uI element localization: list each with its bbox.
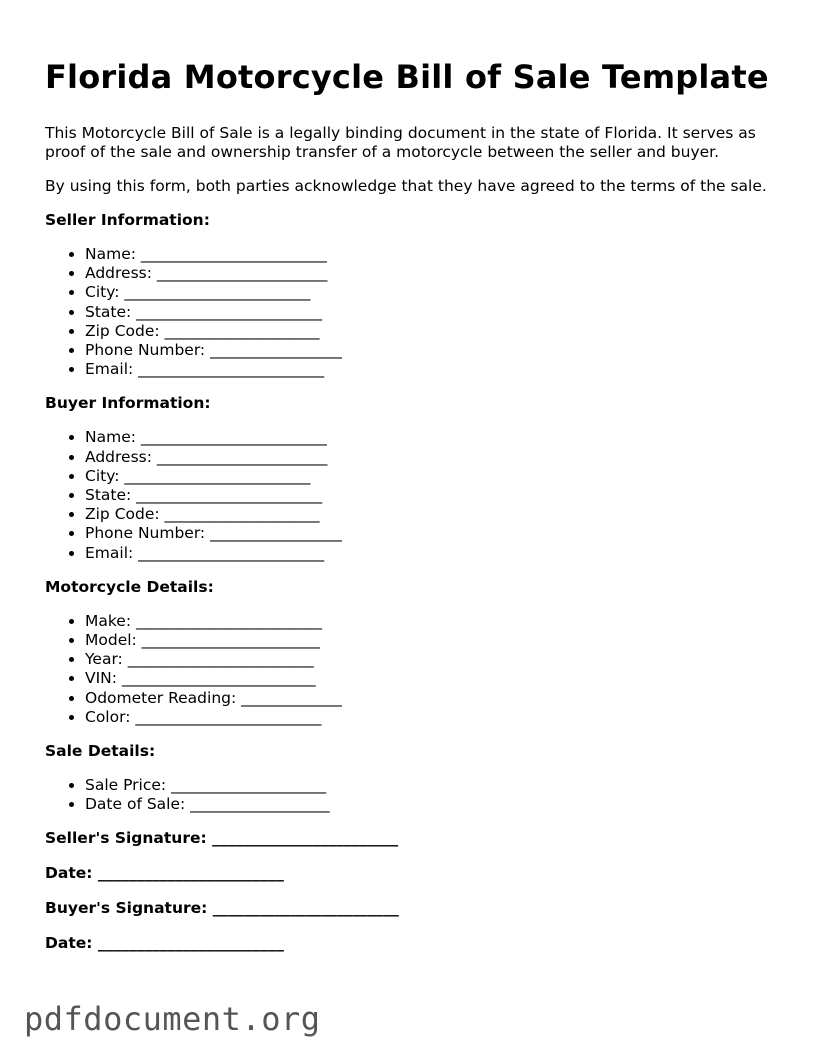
seller-phone-field: • Phone Number: _________________ (85, 341, 785, 360)
motorcycle-vin-field: • VIN: _________________________ (85, 669, 785, 688)
buyer-name-field: • Name: ________________________ (85, 428, 785, 447)
motorcycle-make-field: • Make: ________________________ (85, 612, 785, 631)
buyer-email-field: • Email: ________________________ (85, 544, 785, 563)
buyer-phone-field: • Phone Number: _________________ (85, 524, 785, 543)
watermark: pdfdocument.org (24, 1000, 321, 1038)
sale-field-list (45, 776, 785, 814)
motorcycle-heading: Motorcycle Details: (45, 577, 214, 596)
seller-city-field: • City: ________________________ (85, 283, 785, 302)
seller-name-field: • Name: ________________________ (85, 245, 785, 264)
buyer-city-field: • City: ________________________ (85, 467, 785, 486)
seller-address-field: • Address: ______________________ (85, 264, 785, 283)
buyer-state-field: • State: ________________________ (85, 486, 785, 505)
seller-signature-line: Seller's Signature: ________________________ (45, 829, 399, 848)
motorcycle-field-list (45, 612, 785, 727)
seller-zip-field: • Zip Code: ____________________ (85, 322, 785, 341)
seller-email-field: • Email: ________________________ (85, 360, 785, 379)
buyer-heading: Buyer Information: (45, 394, 211, 413)
sale-date-field: • Date of Sale: __________________ (85, 795, 785, 814)
page-title: Florida Motorcycle Bill of Sale Template (45, 58, 769, 96)
intro-paragraph-1: This Motorcycle Bill of Sale is a legally binding document in the state of Florida. It serves as proof of the sale and ownership transfer of a motorcycle between the seller and buyer. (45, 124, 756, 161)
buyer-field-list (45, 428, 785, 562)
seller-heading: Seller Information: (45, 211, 210, 229)
buyer-signature-line: Buyer's Signature: ________________________ (45, 899, 399, 918)
sale-heading: Sale Details: (45, 742, 156, 761)
buyer-date-line: Date: ________________________ (45, 934, 284, 953)
motorcycle-model-field: • Model: _______________________ (85, 631, 785, 650)
seller-date-line: Date: ________________________ (45, 864, 284, 883)
seller-field-list (45, 245, 785, 379)
motorcycle-year-field: • Year: ________________________ (85, 650, 785, 669)
seller-state-field: • State: ________________________ (85, 303, 785, 322)
motorcycle-odometer-field: • Odometer Reading: _____________ (85, 689, 785, 708)
document-page (45, 56, 785, 969)
buyer-address-field: • Address: ______________________ (85, 448, 785, 467)
sale-price-field: • Sale Price: ____________________ (85, 776, 785, 795)
buyer-zip-field: • Zip Code: ____________________ (85, 505, 785, 524)
intro-paragraph-2: By using this form, both parties acknowledge that they have agreed to the terms of the sale. (45, 177, 767, 195)
motorcycle-color-field: • Color: ________________________ (85, 708, 785, 727)
